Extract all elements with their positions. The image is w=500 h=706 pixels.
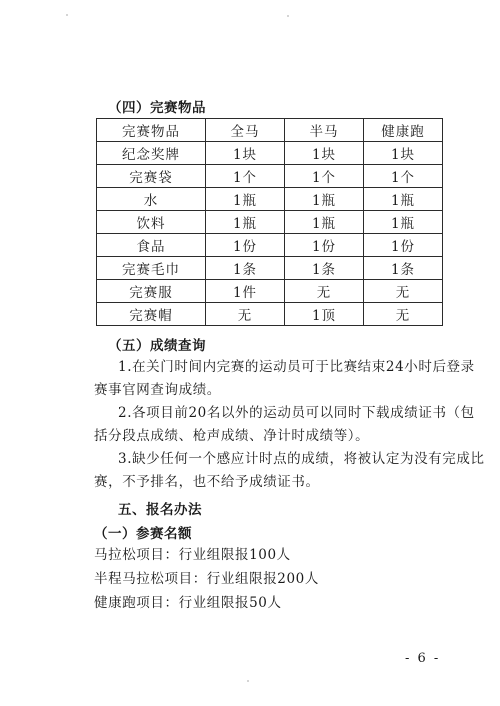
table-header-row [97, 119, 443, 142]
scan-speck [247, 680, 249, 682]
table-row [97, 211, 443, 234]
quota-marathon: 马拉松项目：行业组限报100人 [94, 547, 291, 563]
subsection-quota-heading: （一）参赛名额 [94, 526, 192, 542]
table-cell: 1顶 [285, 303, 364, 326]
table-cell: 纪念奖牌 [97, 142, 206, 165]
table-cell: 1块 [206, 142, 285, 165]
scan-speck [66, 14, 68, 16]
table-cell: 完赛服 [97, 280, 206, 303]
table-cell: 完赛毛巾 [97, 257, 206, 280]
table-cell: 水 [97, 188, 206, 211]
table-cell: 食品 [97, 234, 206, 257]
table-cell: 1份 [364, 234, 443, 257]
table-cell: 完赛袋 [97, 165, 206, 188]
table-cell: 1瓶 [364, 188, 443, 211]
table-cell: 无 [285, 280, 364, 303]
table-cell: 1瓶 [206, 188, 285, 211]
table-cell: 1条 [285, 257, 364, 280]
table-cell: 1条 [364, 257, 443, 280]
table-row [97, 165, 443, 188]
results-paragraph-3-line-2: 赛，不予排名，也不给予成绩证书。 [94, 474, 320, 490]
table-row [97, 303, 443, 326]
table-cell: 1份 [285, 234, 364, 257]
table-cell: 1瓶 [285, 211, 364, 234]
page-number: - 6 - [405, 651, 441, 666]
table-row [97, 234, 443, 257]
table-header-cell: 完赛物品 [97, 119, 206, 142]
table-cell: 1个 [364, 165, 443, 188]
results-paragraph-2-line-1: 2.各项目前20名以外的运动员可以同时下载成绩证书（包 [118, 405, 475, 421]
table-cell: 1瓶 [364, 211, 443, 234]
table-cell: 无 [206, 303, 285, 326]
section-results-heading: （五）成绩查询 [108, 338, 206, 354]
section-five-heading: 五、报名办法 [118, 502, 202, 518]
table-row [97, 188, 443, 211]
table-cell: 无 [364, 303, 443, 326]
table-cell: 1块 [285, 142, 364, 165]
table-cell: 1条 [206, 257, 285, 280]
table-cell: 1件 [206, 280, 285, 303]
table-cell: 1份 [206, 234, 285, 257]
table-cell: 1个 [285, 165, 364, 188]
table-cell: 1块 [364, 142, 443, 165]
table-cell: 完赛帽 [97, 303, 206, 326]
table-cell: 无 [364, 280, 443, 303]
table-row [97, 257, 443, 280]
section-items-heading: （四）完赛物品 [108, 100, 206, 116]
table-cell: 饮料 [97, 211, 206, 234]
table-header-cell: 健康跑 [364, 119, 443, 142]
table-row [97, 142, 443, 165]
results-paragraph-3-line-1: 3.缺少任何一个感应计时点的成绩，将被认定为没有完成比 [118, 451, 485, 467]
results-paragraph-1-line-2: 赛事官网查询成绩。 [94, 382, 221, 398]
table-row [97, 280, 443, 303]
results-paragraph-2-line-2: 括分段点成绩、枪声成绩、净计时成绩等）。 [94, 428, 370, 444]
table-header-cell: 半马 [285, 119, 364, 142]
quota-fun-run: 健康跑项目：行业组限报50人 [94, 595, 282, 611]
table-cell: 1瓶 [285, 188, 364, 211]
table-header-cell: 全马 [206, 119, 285, 142]
scan-speck [287, 15, 289, 17]
table-cell: 1个 [206, 165, 285, 188]
quota-half-marathon: 半程马拉松项目：行业组限报200人 [94, 571, 319, 587]
results-paragraph-1-line-1: 1.在关门时间内完赛的运动员可于比赛结束24小时后登录 [118, 359, 475, 375]
finisher-items-table [96, 118, 443, 326]
table-cell: 1瓶 [206, 211, 285, 234]
